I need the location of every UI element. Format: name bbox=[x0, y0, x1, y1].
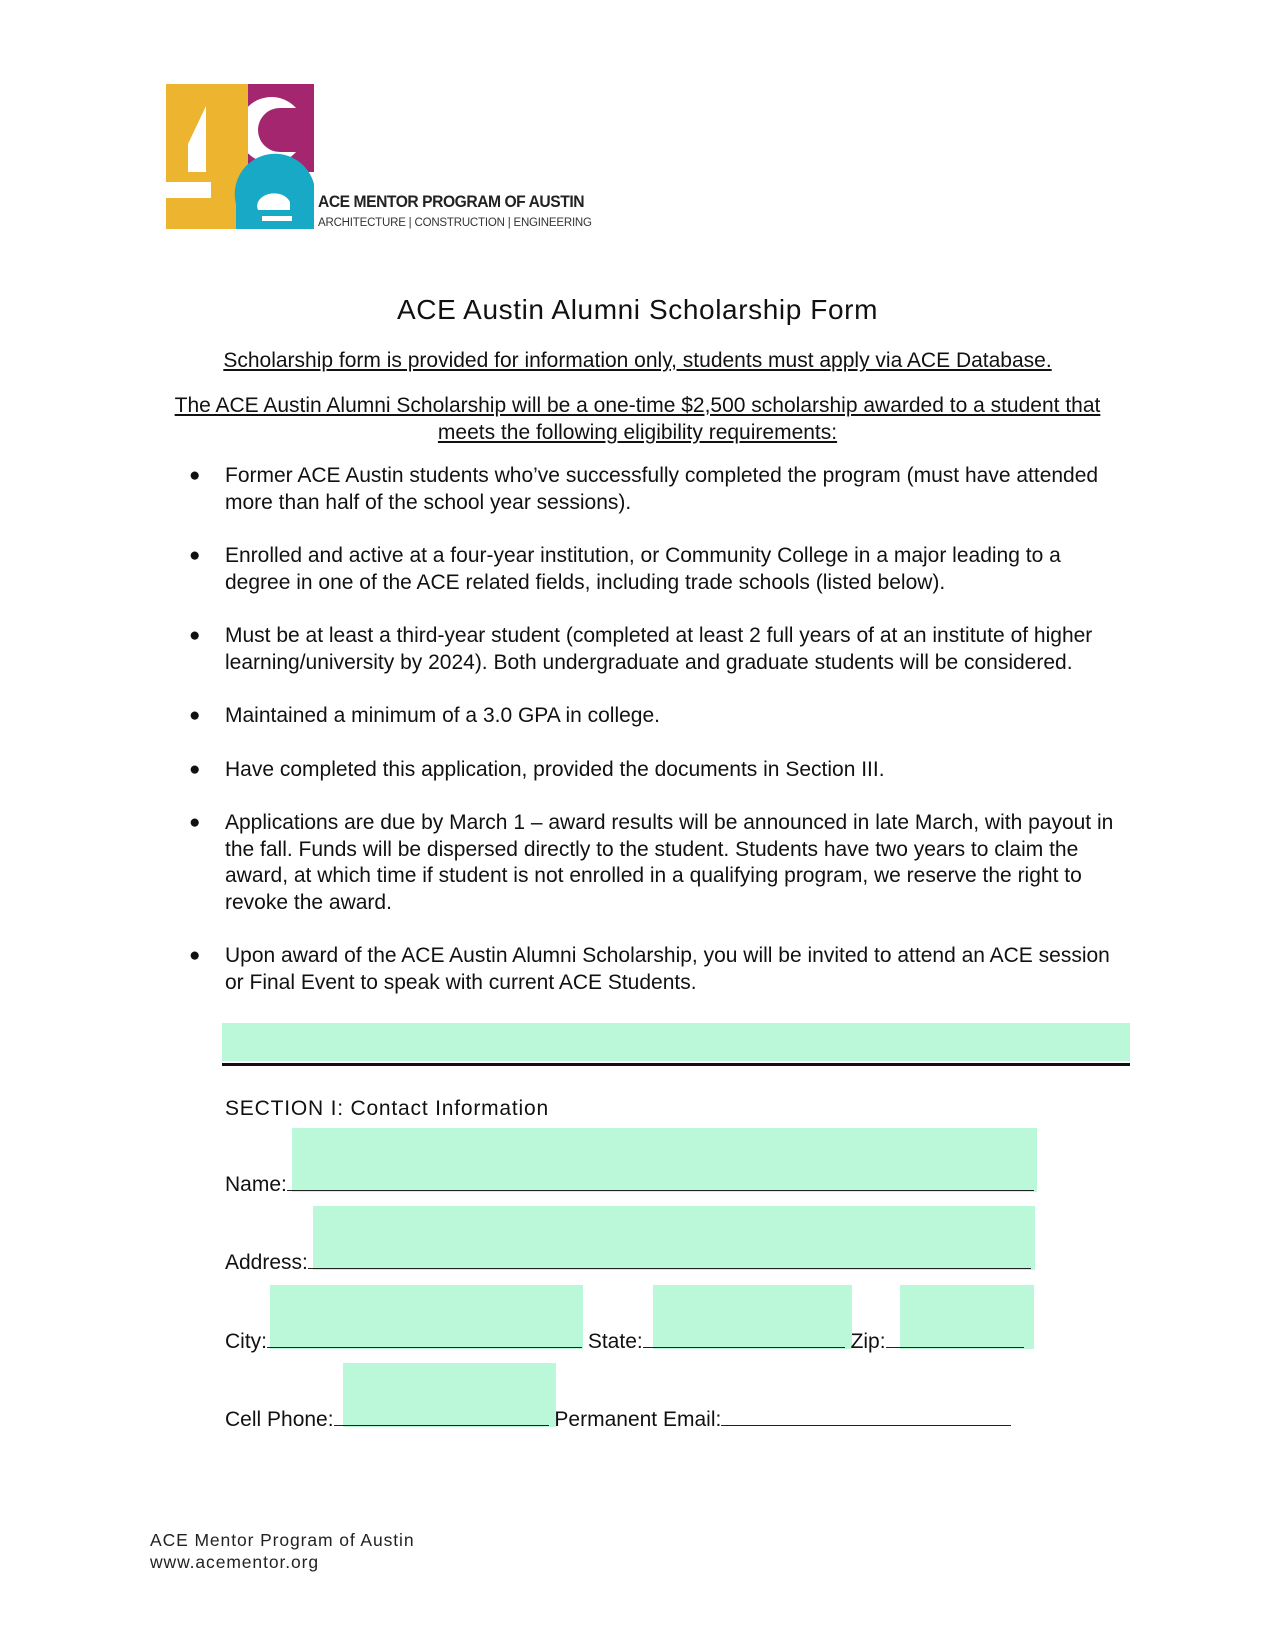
bullet-icon: ● bbox=[189, 812, 201, 833]
bullet-icon: ● bbox=[189, 945, 201, 966]
ace-logo bbox=[166, 84, 592, 234]
requirement-item: ● Must be at least a third-year student (completed at least 2 full years of at an institute of higher learning/university by 2024). Both undergraduate and graduate students will be considered. bbox=[189, 624, 1093, 674]
requirement-item: ● Former ACE Austin students who’ve successfully completed the program (must have attended more than half of the school year sessions). bbox=[189, 464, 1099, 514]
bullet-icon: ● bbox=[189, 545, 201, 566]
name-row bbox=[225, 1170, 1034, 1197]
name-label: Name: bbox=[225, 1173, 287, 1196]
zip-underline bbox=[886, 1327, 1024, 1348]
city-label: City: bbox=[225, 1330, 267, 1353]
requirement-item: ● Upon award of the ACE Austin Alumni Scholarship, you will be invited to attend an ACE session or Final Event to speak with current ACE Students. bbox=[189, 944, 1110, 994]
ace-logo-mark bbox=[166, 84, 316, 229]
name-underline bbox=[287, 1170, 1034, 1191]
email-underline[interactable] bbox=[721, 1405, 1011, 1426]
city-underline bbox=[267, 1327, 582, 1348]
logo-org-name: ACE MENTOR PROGRAM OF AUSTIN bbox=[318, 192, 585, 211]
information-notice: Scholarship form is provided for information only, students must apply via ACE Database. bbox=[223, 349, 1052, 372]
form-title: ACE Austin Alumni Scholarship Form bbox=[396, 294, 879, 325]
state-underline bbox=[643, 1327, 845, 1348]
footer bbox=[150, 1529, 414, 1573]
address-underline bbox=[308, 1248, 1031, 1269]
requirement-item: ● Enrolled and active at a four-year institution, or Community College in a major leading to a degree in one of the ACE related fields, including trade schools (listed below). bbox=[189, 544, 1061, 594]
email-label: Permanent Email: bbox=[554, 1408, 722, 1431]
cell-phone-label: Cell Phone: bbox=[225, 1408, 334, 1431]
zip-label: Zip: bbox=[850, 1330, 886, 1353]
requirement-item: ● Applications are due by March 1 – award results will be announced in late March, with payout in the fall. Funds will be dispersed directly to the student. Students have two years to claim the award, at which time if student is not enrolled in a qualifying program, we reserve the right to revoke the award. bbox=[189, 811, 1114, 914]
section-divider bbox=[222, 1063, 1130, 1066]
logo-tagline: ARCHITECTURE | CONSTRUCTION | ENGINEERING bbox=[318, 217, 592, 229]
address-label: Address: bbox=[225, 1251, 308, 1274]
requirement-item: ● Have completed this application, provided the documents in Section III. bbox=[185, 757, 1125, 784]
address-row bbox=[225, 1248, 1031, 1275]
signature-line-field[interactable] bbox=[222, 1023, 1130, 1061]
city-state-zip-row bbox=[225, 1327, 1024, 1354]
bullet-icon: ● bbox=[189, 625, 201, 646]
eligibility-requirements-list bbox=[185, 463, 1125, 1023]
requirement-item: ● Maintained a minimum of a 3.0 GPA in college. bbox=[185, 703, 1125, 730]
state-label: State: bbox=[587, 1330, 643, 1353]
cell-email-row bbox=[225, 1405, 1011, 1432]
footer-org: ACE Mentor Program of Austin bbox=[150, 1530, 415, 1550]
eligibility-intro: The ACE Austin Alumni Scholarship will be a one-time $2,500 scholarship awarded to a student that meets the following eligibility requirements: bbox=[174, 394, 1101, 444]
bullet-icon: ● bbox=[189, 465, 201, 486]
bullet-icon: ● bbox=[189, 705, 201, 726]
section-1-heading: SECTION I: Contact Information bbox=[225, 1097, 549, 1120]
cell-phone-underline bbox=[334, 1405, 549, 1426]
bullet-icon: ● bbox=[189, 758, 201, 780]
footer-url: www.acementor.org bbox=[150, 1552, 319, 1572]
